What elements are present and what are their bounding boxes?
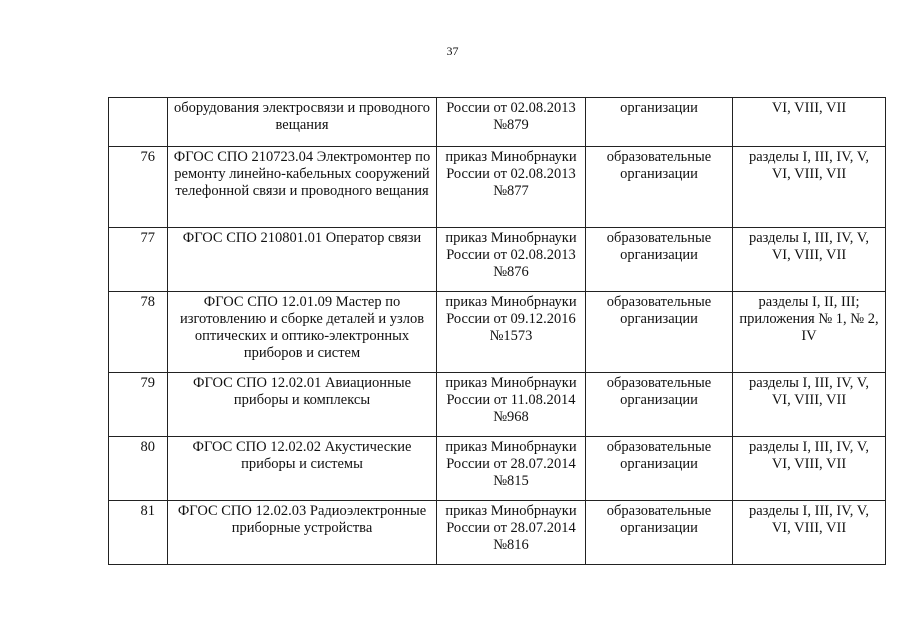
table-row [109,437,886,501]
standard-name: ФГОС СПО 12.02.02 Акустические приборы и системы [168,437,437,501]
applies-to: образовательные организации [586,501,733,565]
applies-to: образовательные организации [586,437,733,501]
row-number: 79 [109,373,168,437]
standard-name: ФГОС СПО 12.01.09 Мастер по изготовлению и сборке деталей и узлов оптических и оптико-электронных приборов и систем [168,292,437,373]
order-reference: приказ Минобрнауки России от 09.12.2016 №1573 [437,292,586,373]
sections: разделы I, III, IV, V, VI, VIII, VII [733,501,886,565]
standard-name: ФГОС СПО 210723.04 Электромонтер по ремонту линейно-кабельных сооружений телефонной связи и проводного вещания [168,147,437,228]
sections: разделы I, III, IV, V, VI, VIII, VII [733,437,886,501]
page-number: 37 [446,44,459,58]
row-number: 81 [109,501,168,565]
order-reference: приказ Минобрнауки России от 28.07.2014 №815 [437,437,586,501]
applies-to: образовательные организации [586,373,733,437]
sections: разделы I, III, IV, V, VI, VIII, VII [733,147,886,228]
row-number: 77 [109,228,168,292]
table-row [109,501,886,565]
standard-name: ФГОС СПО 210801.01 Оператор связи [168,228,437,292]
row-number: 76 [109,147,168,228]
applies-to: образовательные организации [586,228,733,292]
order-reference: приказ Минобрнауки России от 02.08.2013 №877 [437,147,586,228]
sections: VI, VIII, VII [733,98,886,147]
standard-name: ФГОС СПО 12.02.03 Радиоэлектронные приборные устройства [168,501,437,565]
standard-name: ФГОС СПО 12.02.01 Авиационные приборы и комплексы [168,373,437,437]
row-number: 80 [109,437,168,501]
order-reference: приказ Минобрнауки России от 02.08.2013 №876 [437,228,586,292]
row-number: 78 [109,292,168,373]
applies-to: образовательные организации [586,147,733,228]
table-row [109,373,886,437]
applies-to: образовательные организации [586,292,733,373]
table-row [109,147,886,228]
table-row [109,292,886,373]
table-row [109,98,886,147]
applies-to: организации [586,98,733,147]
sections: разделы I, III, IV, V, VI, VIII, VII [733,228,886,292]
standards-table [108,97,886,565]
standard-name: оборудования электросвязи и проводного вещания [168,98,437,147]
table-row [109,228,886,292]
order-reference: России от 02.08.2013 №879 [437,98,586,147]
sections: разделы I, II, III; приложения № 1, № 2, IV [733,292,886,373]
order-reference: приказ Минобрнауки России от 28.07.2014 №816 [437,501,586,565]
order-reference: приказ Минобрнауки России от 11.08.2014 №968 [437,373,586,437]
sections: разделы I, III, IV, V, VI, VIII, VII [733,373,886,437]
row-number [109,98,168,147]
